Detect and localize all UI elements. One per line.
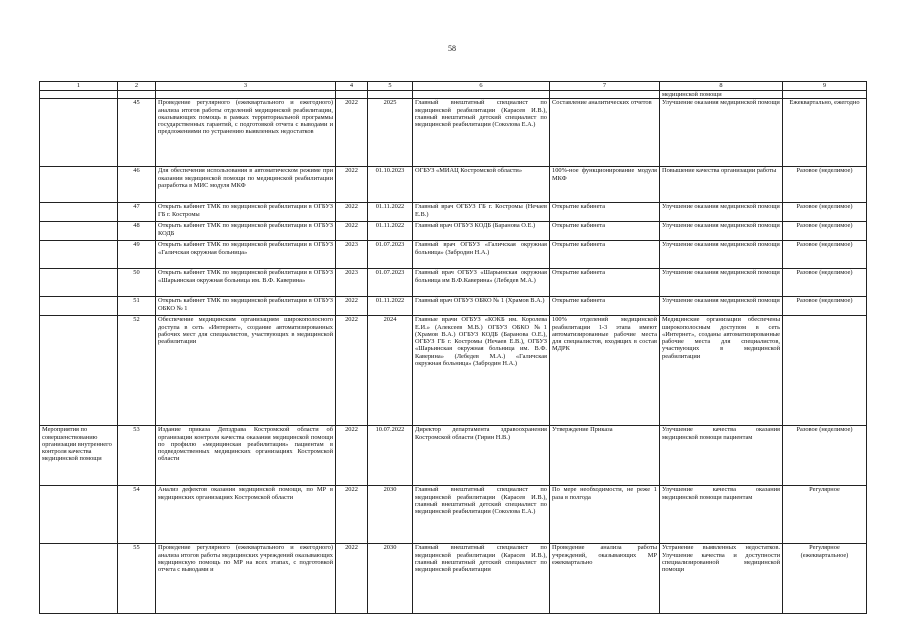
result: По мере необходимости, не реже 1 раза в полгода <box>550 486 660 544</box>
end-date: 2025 <box>368 99 413 167</box>
responsible: Главные врачи ОГБУЗ «КОКБ им. Королева Е.И.» (Алексеев М.В.) ОГБУЗ ОБКО №1 (Храмов В.А.) ОГБУЗ КОДБ (Баранова О.Е.), ОГБУЗ ГБ г. Костромы (Нечаев Е.В.), ОГБУЗ «Шарьинская окружная больница им. В.Ф. Каверина» (Лебедев М.А.) «Галичская окружная больница» (Забродин Н.А.) <box>413 316 550 426</box>
end-date: 01.07.2023 <box>368 269 413 297</box>
row-number: 50 <box>118 269 156 297</box>
row-number: 46 <box>118 167 156 203</box>
responsible: Главный врач ОГБУЗ ОБКО № 1 (Храмов В.А.) <box>413 297 550 316</box>
result: Составление аналитических отчетов <box>550 99 660 167</box>
header-cell: 5 <box>368 82 413 91</box>
effect: Улучшение оказания медицинской помощи <box>660 241 783 269</box>
header-cell: 1 <box>40 82 118 91</box>
responsible: Главный врач ОГБУЗ КОДБ (Баранова О.Е.) <box>413 222 550 241</box>
section-cell-empty <box>40 544 118 614</box>
section-cell-empty <box>40 316 118 426</box>
section-cell-empty <box>40 222 118 241</box>
start-year: 2023 <box>336 269 368 297</box>
table-row <box>40 544 867 614</box>
start-year: 2022 <box>336 203 368 222</box>
row-number: 49 <box>118 241 156 269</box>
row-number: 45 <box>118 99 156 167</box>
result: 100%-ное функционирование модуля МКФ <box>550 167 660 203</box>
start-year: 2022 <box>336 486 368 544</box>
section-cell-empty <box>40 203 118 222</box>
start-year: 2022 <box>336 297 368 316</box>
row-number: 48 <box>118 222 156 241</box>
section-label: Мероприятия по совершенствованию организации внутреннего контроля качества медицинской помощи <box>40 426 118 486</box>
measure-text: Обеспечение медицинским организациям широкополосного доступа в сеть «Интернет», создание автоматизированных рабочих мест для специалистов, участвующих в медицинской реабилитации <box>156 316 336 426</box>
section-cell-empty <box>40 241 118 269</box>
section-cell-empty <box>40 269 118 297</box>
effect: Улучшение оказания медицинской помощи <box>660 222 783 241</box>
section-cell-empty <box>40 91 118 99</box>
effect: Улучшение оказания медицинской помощи <box>660 269 783 297</box>
start-year: 2022 <box>336 167 368 203</box>
end-date: 2030 <box>368 544 413 614</box>
responsible: ОГБУЗ «МИАЦ Костромской области» <box>413 167 550 203</box>
end-date: 2030 <box>368 486 413 544</box>
row-number: 54 <box>118 486 156 544</box>
end-date: 01.10.2023 <box>368 167 413 203</box>
header-cell: 8 <box>660 82 783 91</box>
effect: Улучшение качества оказания медицинской помощи пациентам <box>660 426 783 486</box>
measure-text: Открыть кабинет ТМК по медицинской реабилитации в ОГБУЗ «Шарьинская окружная больница им. В.Ф. Каверина» <box>156 269 336 297</box>
result: 100% отделений медицинской реабилитации 1-3 этапа имеют автоматизированные рабочие места для специалистов, входящих в состав МДРК <box>550 316 660 426</box>
section-cell-empty <box>40 99 118 167</box>
responsible: Главный внештатный специалист по медицинской реабилитации (Карасев И.В.), главный внештатный детский специалист по медицинской реабилитации <box>413 544 550 614</box>
effect: Улучшение оказания медицинской помощи <box>660 297 783 316</box>
result: Открытие кабинета <box>550 269 660 297</box>
responsible: Главный врач ОГБУЗ ГБ г. Костромы (Нечаев Е.В.) <box>413 203 550 222</box>
effect-cell: медицинской помощи <box>660 91 783 99</box>
effect: Устранение выявленных недостатков. Улучшение качества и доступности специализированной медицинской помощи <box>660 544 783 614</box>
row-number: 55 <box>118 544 156 614</box>
table-row <box>40 99 867 167</box>
responsible: Главный внештатный специалист по медицинской реабилитации (Карасев И.В.), главный внештатный детский специалист по медицинской реабилитации (Соколова Е.А.) <box>413 486 550 544</box>
end-date: 01.11.2022 <box>368 297 413 316</box>
measure-text: Издание приказа Депздрава Костромской области об организации контроля качества оказания медицинской помощи по профилю «медицинская реабилитация» пациентам в подведомственных медицинских организациях Костромской области <box>156 426 336 486</box>
row-number: 51 <box>118 297 156 316</box>
effect: Улучшение оказания медицинской помощи <box>660 203 783 222</box>
effect: Повышение качества организации работы <box>660 167 783 203</box>
table-row <box>40 203 867 222</box>
measure-type: Регулярное <box>783 486 867 544</box>
page-number: 58 <box>448 44 456 53</box>
start-year: 2022 <box>336 544 368 614</box>
header-cell: 3 <box>156 82 336 91</box>
start-year: 2022 <box>336 222 368 241</box>
measure-type: Разовое (неделимое) <box>783 269 867 297</box>
result: Открытие кабинета <box>550 222 660 241</box>
measure-text: Проведение регулярного (ежеквартального и ежегодного) анализа итогов работы медицинских учреждений оказывающих медицинскую помощь по МР на всех этапах, с подготовкой отчета с выводами и <box>156 544 336 614</box>
header-row <box>40 82 867 91</box>
responsible: Директор департамента здравоохранения Костромской области (Гирин Н.В.) <box>413 426 550 486</box>
effect: Медицинские организации обеспечены широкополосным доступом в сеть «Интернет», созданы автоматизированные рабочие места для специалистов, участвующих в медицинской реабилитации <box>660 316 783 426</box>
measure-text: Открыть кабинет ТМК по медицинской реабилитации в ОГБУЗ «Галичская окружная больница» <box>156 241 336 269</box>
table-row <box>40 167 867 203</box>
end-date: 01.11.2022 <box>368 203 413 222</box>
measure-type: Разовое (неделимое) <box>783 297 867 316</box>
table-row <box>40 241 867 269</box>
result: Открытие кабинета <box>550 203 660 222</box>
continuation-row <box>40 91 867 99</box>
header-cell: 2 <box>118 82 156 91</box>
result: Открытие кабинета <box>550 297 660 316</box>
section-cell-empty <box>40 167 118 203</box>
header-cell: 7 <box>550 82 660 91</box>
measure-type: Разовое (неделимое) <box>783 167 867 203</box>
header-cell: 6 <box>413 82 550 91</box>
measure-text: Проведение регулярного (ежеквартального и ежегодного) анализа итогов работы отделений медицинской реабилитации, оказывающих помощь в рамках территориальной программы государственных гарантий, с подготовкой отчета с выводами и предложениями по устранению выявленных недостатков <box>156 99 336 167</box>
measure-type: Разовое (неделимое) <box>783 203 867 222</box>
start-year: 2023 <box>336 241 368 269</box>
measures-table <box>39 81 867 614</box>
table-row <box>40 426 867 486</box>
responsible: Главный врач ОГБУЗ «Галичская окружная больница» (Забродин Н.А.) <box>413 241 550 269</box>
header-cell: 4 <box>336 82 368 91</box>
table-row <box>40 486 867 544</box>
end-date: 01.11.2022 <box>368 222 413 241</box>
effect: Улучшение оказания медицинской помощи <box>660 99 783 167</box>
measure-text: Анализ дефектов оказания медицинской помощи, по МР в медицинских организациях Костромской области <box>156 486 336 544</box>
table-row <box>40 222 867 241</box>
effect: Улучшение качества оказания медицинской помощи пациентам <box>660 486 783 544</box>
section-cell-empty <box>40 297 118 316</box>
start-year: 2022 <box>336 316 368 426</box>
header-cell: 9 <box>783 82 867 91</box>
row-number: 47 <box>118 203 156 222</box>
measure-type: Разовое (неделимое) <box>783 426 867 486</box>
end-date: 01.07.2023 <box>368 241 413 269</box>
responsible: Главный врач ОГБУЗ «Шарьинская окружная больница им В.Ф.Каверина» (Лебедев М.А.) <box>413 269 550 297</box>
start-year: 2022 <box>336 426 368 486</box>
table-row <box>40 316 867 426</box>
measure-type: Ежеквартально, ежегодно <box>783 99 867 167</box>
result: Проведение анализа работы учреждений, оказывающих МР ежеквартально <box>550 544 660 614</box>
measure-type: Разовое (неделимое) <box>783 222 867 241</box>
row-number: 53 <box>118 426 156 486</box>
table-row <box>40 297 867 316</box>
row-number: 52 <box>118 316 156 426</box>
measure-text: Открыть кабинет ТМК по медицинской реабилитации в ОГБУЗ ГБ г. Костромы <box>156 203 336 222</box>
end-date: 2024 <box>368 316 413 426</box>
measure-type <box>783 316 867 426</box>
start-year: 2022 <box>336 99 368 167</box>
result: Открытие кабинета <box>550 241 660 269</box>
end-date: 10.07.2022 <box>368 426 413 486</box>
measure-text: Открыть кабинет ТМК по медицинской реабилитации в ОГБУЗ КОДБ <box>156 222 336 241</box>
section-cell-empty <box>40 486 118 544</box>
measure-type: Регулярное (ежеквартальное) <box>783 544 867 614</box>
measure-text: Открыть кабинет ТМК по медицинской реабилитации в ОГБУЗ ОБКО № 1 <box>156 297 336 316</box>
result: Утверждение Приказа <box>550 426 660 486</box>
responsible: Главный внештатный специалист по медицинской реабилитации (Карасев И.В.), главный внештатный детский специалист по медицинской реабилитации (Соколова Е.А.) <box>413 99 550 167</box>
measure-type: Разовое (неделимое) <box>783 241 867 269</box>
table-row <box>40 269 867 297</box>
measure-text: Для обеспечения использования в автоматическом режиме при оказании медицинской помощи по медицинской реабилитации разработка в МИС модуля МКФ <box>156 167 336 203</box>
